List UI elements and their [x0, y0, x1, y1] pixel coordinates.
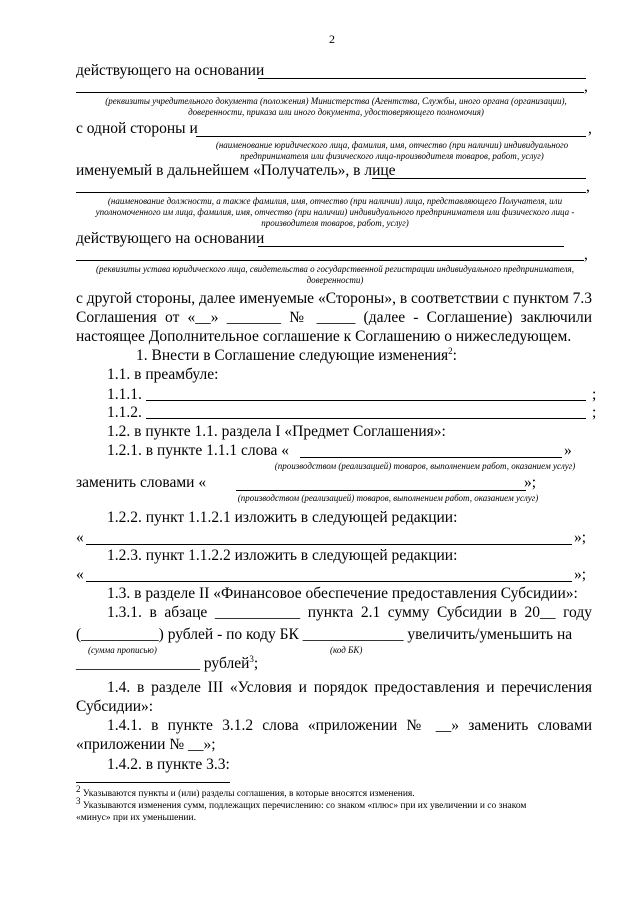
- item-1-1: 1.1. в преамбуле:: [107, 366, 219, 383]
- item-1-3-1-end: ________________ рублей$^3$;: [76, 653, 259, 672]
- paragraph-line: с другой стороны, далее именуемые «Стороны», в соответствии с пунктом 7.3: [76, 290, 593, 307]
- fill-line: [146, 418, 586, 419]
- paragraph-line: Соглашения от «__» _______ № _____ (далее - Соглашение) заключили: [76, 309, 592, 326]
- item-1-3-1-cont: (__________) рублей - по коду БК _____________ увеличить/уменьшить на: [76, 626, 573, 643]
- item-1-1-1: 1.1.1.: [107, 386, 142, 403]
- note-line: (производством (реализацией) товаров, выполнением работ, оказанием услуг): [237, 493, 539, 503]
- fill-line: [76, 260, 584, 261]
- note-line: доверенности): [306, 275, 364, 285]
- footnote-2: $^2$ Указываются пункты и (или) разделы соглашения, в которые вносятся изменения.: [76, 783, 415, 799]
- item-1-2: 1.2. в пункте 1.1. раздела I «Предмет Соглашения»:: [107, 423, 446, 440]
- note-kbk: (код БК): [330, 645, 363, 655]
- fill-line: [86, 581, 572, 582]
- quote-open: «: [76, 529, 84, 546]
- comma: ,: [584, 78, 588, 95]
- note-line: (производством (реализацией) товаров, выполнением работ, оказанием услуг): [274, 461, 576, 471]
- quote-close: »;: [524, 474, 537, 491]
- item-1-4-2: 1.4.2. в пункте 3.3:: [107, 756, 230, 773]
- page-number: 2: [329, 32, 335, 46]
- fill-line: [76, 92, 584, 93]
- replace-with-label: заменить словами «: [76, 474, 207, 491]
- fill-line: [196, 136, 586, 137]
- fill-line: [300, 457, 562, 458]
- basis-label-2: действующего на основании: [76, 230, 265, 247]
- paragraph-line: настоящее Дополнительное соглашение к Соглашению о нижеследующем.: [76, 328, 572, 345]
- item-1-3: 1.3. в разделе II «Финансовое обеспечение предоставления Субсидии»:: [107, 585, 578, 602]
- item-1-3-1: 1.3.1. в абзаце ___________ пункта 2.1 сумму Субсидии в 20__ году: [107, 604, 592, 621]
- note-line: (реквизиты учредительного документа (положения) Министерства (Агентства, Службы, иного органа (организации),: [105, 96, 567, 106]
- footnote-3: $^3$ Указываются изменения сумм, подлежащих перечислению: со знаком «плюс» при их увеличении и со знаком: [76, 795, 527, 811]
- semicolon: ;: [592, 404, 597, 421]
- quote-close: »;: [574, 529, 587, 546]
- item-1-2-1: 1.2.1. в пункте 1.1.1 слова «: [107, 442, 289, 459]
- note-sum: (сумма прописью): [88, 645, 157, 655]
- fill-line: [236, 490, 526, 491]
- item-1-2-3: 1.2.3. пункт 1.1.2.2 изложить в следующей редакции:: [107, 547, 458, 564]
- basis-label-1: действующего на основании: [76, 62, 265, 79]
- note-line: предпринимателя или физического лица-производителя товаров, работ, услуг): [240, 151, 544, 161]
- note-line: уполномоченного им лица, фамилия, имя, отчество (при наличии) индивидуального предпринимателя или физического лица -: [95, 207, 575, 217]
- recipient-label: именуемый в дальнейшем «Получатель», в лице: [76, 162, 396, 179]
- quote-open: «: [76, 566, 84, 583]
- semicolon: ;: [592, 386, 597, 403]
- comma: ,: [588, 120, 592, 137]
- footnote-separator: [76, 782, 230, 783]
- fill-line: [258, 78, 586, 79]
- item-1-4-cont: Субсидии»:: [76, 698, 154, 715]
- fill-line: [258, 246, 564, 247]
- note-line: (наименование должности, а также фамилия, имя, отчество (при наличии) лица, представляющего Получателя, или: [107, 196, 563, 206]
- fill-line: [86, 544, 572, 545]
- note-line: доверенности, приказа или иного документа, удостоверяющего полномочия): [188, 107, 484, 117]
- fill-line: [372, 178, 586, 179]
- note-line: производителя товаров, работ, услуг): [261, 218, 409, 228]
- first-party-label: с одной стороны и: [76, 120, 198, 137]
- footnote-3-cont: «минус» при их уменьшении.: [76, 813, 196, 823]
- comma: ,: [584, 246, 588, 263]
- note-line: (наименование юридического лица, фамилия, имя, отчество (при наличии) индивидуального: [215, 140, 569, 150]
- item-1-1-2: 1.1.2.: [107, 404, 142, 421]
- fill-line: [76, 192, 586, 193]
- note-line: (реквизиты устава юридического лица, свидетельства о государственной регистрации индивидуального предпринимателя,: [95, 264, 574, 274]
- item-1-4-1: 1.4.1. в пункте 3.1.2 слова «приложении № __» заменить словами: [107, 717, 592, 734]
- quote-close: »: [564, 442, 572, 459]
- item-1-4-1-cont: «приложении № __»;: [76, 736, 216, 753]
- comma: ,: [586, 178, 590, 195]
- quote-close: »;: [574, 566, 587, 583]
- fill-line: [146, 400, 586, 401]
- item-1: 1. Внести в Соглашение следующие изменения$^2$:: [136, 345, 457, 364]
- item-1-2-2: 1.2.2. пункт 1.1.2.1 изложить в следующей редакции:: [107, 509, 458, 526]
- item-1-4: 1.4. в разделе III «Условия и порядок предоставления и перечисления: [107, 679, 592, 696]
